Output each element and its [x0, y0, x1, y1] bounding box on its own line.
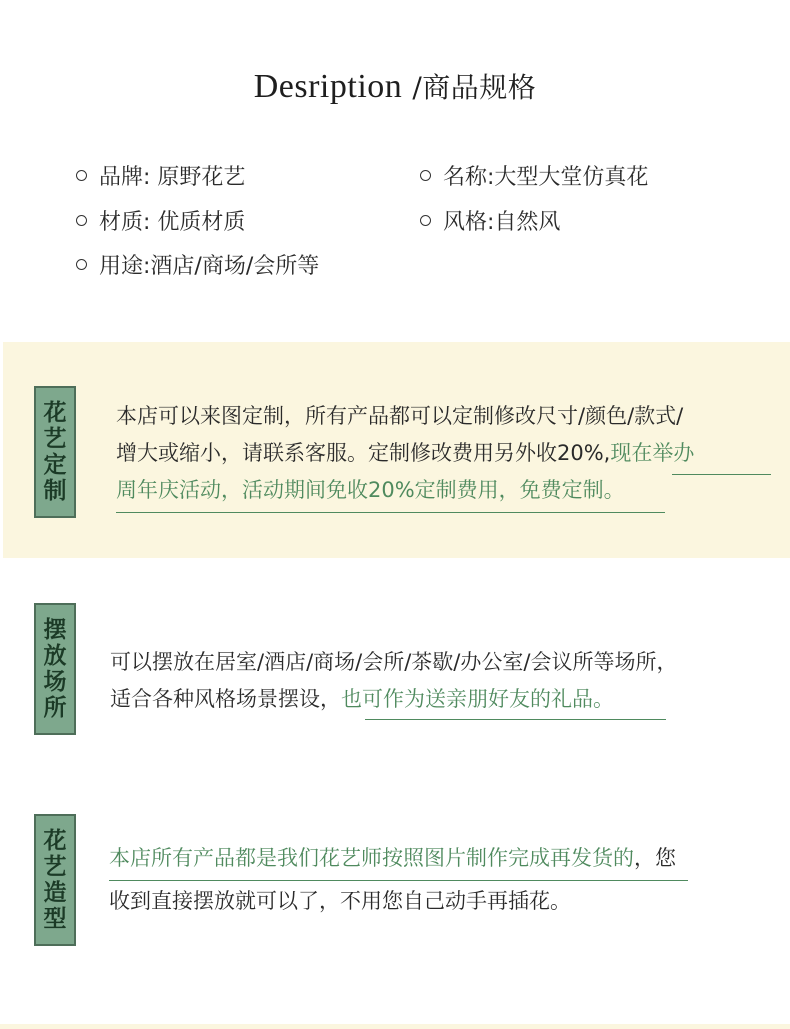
tag-char: 定: [43, 452, 67, 478]
highlight-text: 本店所有产品都是我们花艺师按照图片制作完成再发货的: [109, 846, 634, 870]
text-line: [109, 840, 676, 877]
spec-item-brand: [76, 160, 245, 191]
spec-label: 风格:自然风: [443, 210, 561, 235]
bullet-circle-icon: [420, 215, 431, 226]
spec-label: 品牌: 原野花艺: [99, 165, 246, 190]
bullet-circle-icon: [76, 215, 87, 226]
tag-char: 型: [43, 906, 67, 932]
custom-paragraph: [116, 398, 694, 509]
spec-label: 名称:大型大堂仿真花: [443, 165, 649, 190]
spec-item-material: [76, 205, 245, 236]
highlight-underline: [365, 719, 666, 720]
text-line: [110, 681, 677, 718]
tag-char: 制: [43, 478, 67, 504]
spec-label: 用途:酒店/商场/会所等: [99, 254, 320, 279]
title-english: Desription: [253, 68, 403, 105]
highlight-underline: [109, 880, 688, 881]
tag-custom: [34, 386, 76, 518]
bullet-circle-icon: [76, 259, 87, 270]
tag-char: 所: [43, 695, 67, 721]
highlight-underline: [116, 512, 665, 513]
text-line: [116, 435, 694, 472]
text-line: 收到直接摆放就可以了，不用您自己动手再插花。: [109, 889, 571, 913]
tag-placement: [34, 603, 76, 735]
highlight-text: 周年庆活动，活动期间免收20%定制费用，免费定制。: [116, 478, 625, 502]
placement-paragraph: [110, 644, 677, 718]
spec-item-style: [420, 205, 560, 236]
tag-char: 艺: [43, 426, 67, 452]
highlight-text: 现在举办: [610, 441, 695, 465]
title-chinese: /商品规格: [412, 71, 537, 104]
text-line: 本店可以来图定制，所有产品都可以定制修改尺寸/颜色/款式/: [116, 404, 684, 428]
spec-item-name: [420, 160, 648, 191]
spec-item-usage: [76, 249, 319, 280]
tag-arrangement: [34, 814, 76, 946]
tag-char: 摆: [43, 617, 67, 643]
text-segment: 增大或缩小，请联系客服。定制修改费用另外收20%,: [116, 441, 611, 465]
highlight-text: 也可作为送亲朋好友的礼品。: [341, 687, 614, 711]
text-segment: ，您: [634, 846, 676, 870]
bullet-circle-icon: [420, 170, 431, 181]
tag-char: 艺: [43, 854, 67, 880]
text-segment: 适合各种风格场景摆设，: [110, 687, 341, 711]
text-line: 可以摆放在居室/酒店/商场/会所/茶歇/办公室/会议所等场所，: [110, 650, 678, 674]
spec-label: 材质: 优质材质: [99, 210, 246, 235]
tag-char: 花: [43, 400, 67, 426]
tag-char: 造: [43, 880, 67, 906]
highlight-underline: [672, 474, 771, 475]
bullet-circle-icon: [76, 170, 87, 181]
tag-char: 场: [43, 669, 67, 695]
tag-char: 放: [43, 643, 67, 669]
tag-char: 花: [43, 828, 67, 854]
bottom-band-edge: [0, 1024, 790, 1029]
page-title: [0, 66, 790, 106]
